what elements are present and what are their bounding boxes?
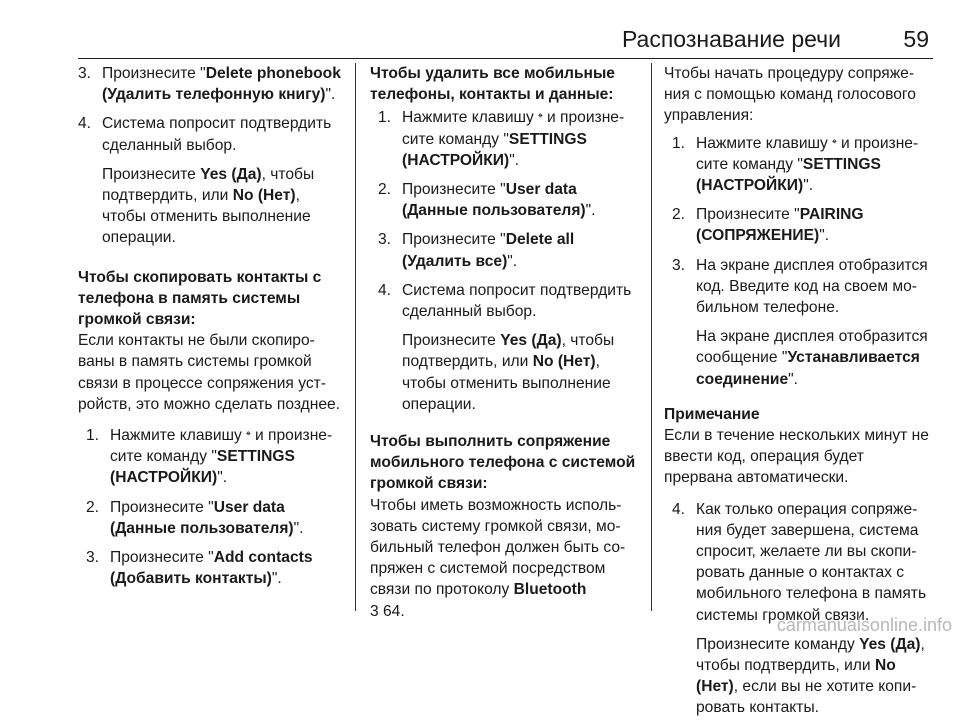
page-reference[interactable]: 3 64. [370,602,405,620]
list-item: 3. Произнесите "Delete phonebook (Удалить телефонную книгу)". [78,65,341,104]
list-item: 3. Произнесите "Delete all (Удалить все)". [378,231,575,270]
voice-command-icon: 𝄌 [538,110,543,126]
list-item: 1. Нажмите клавишу 𝄌 и произнесите команду "SETTINGS (НАСТРОЙКИ)". [672,134,919,195]
list-item: 2. Произнесите "User data (Данные пользователя)". [378,181,596,220]
list-item: 2. Произнесите "PAIRING (СОПРЯЖЕНИЕ)". [672,206,864,245]
paragraph: Чтобы начать процедуру сопряжения с помощью команд голосового управления: [664,65,916,125]
column-divider [355,63,356,611]
section-heading: Чтобы удалить все мобильные телефоны, контакты и данные: [370,65,615,104]
list-item: 4. Система попросит подтвердить сделанный выбор. Произнесите Yes (Да), чтобы подтвердить, или No (Нет), чтобы отменить выполнение операции. [78,113,344,248]
list-subtext: На экране дисплея отобразится сообщение "Устанавливается соединение". [696,328,928,388]
paragraph: Если контакты не были скопированы в память системы громкой связи в процессе сопряжения устройств, это можно сделать позднее. [78,332,341,413]
column-2 [370,63,638,632]
list-item: 3. Произнесите "Add contacts (Добавить контакты)". [86,549,313,588]
section-heading: Чтобы скопировать контакты с телефона в память системы громкой связи: [78,268,322,329]
list-subtext: Произнесите Yes (Да), чтобы подтвердить, или No (Нет), чтобы отменить выполнение операции. [102,165,315,247]
page-header [78,26,933,59]
voice-command-icon: 𝄌 [246,428,251,444]
column-1 [78,63,344,597]
section-heading: Чтобы выполнить сопряжение мобильного телефона с системой громкой связи: [370,433,636,493]
list-item: 1. Нажмите клавишу 𝄌 и произнесите команду "SETTINGS (НАСТРОЙКИ)". [378,109,625,169]
page-title: Распознавание речи [621,26,841,52]
list-subtext: Произнесите команду Yes (Да), чтобы подтвердить, или No (Нет), если вы не хотите копировать контакты. [696,635,925,717]
voice-command-icon: 𝄌 [832,135,837,151]
list-item: 2. Произнесите "User data (Данные пользователя)". [86,498,304,537]
list-subtext: Произнесите Yes (Да), чтобы подтвердить, или No (Нет), чтобы отменить выполнение операции. [402,332,615,413]
column-divider [651,63,652,611]
list-item: 4. Как только операция сопряжения будет завершена, система спросит, желаете ли вы скопировать данные о контактах с мобильного телефона в память системы громкой связи. Произнесите команду Yes (Да), чтобы подтвердить, или No (Нет), если вы не хотите копировать контакты. [672,499,932,719]
note-text: Если в течение нескольких минут не ввести код, операция будет прервана автоматически. [664,427,929,487]
list-item: 1. Нажмите клавишу 𝄌 и произнесите команду "SETTINGS (НАСТРОЙКИ)". [86,427,333,487]
list-item: 4. Система попросит подтвердить сделанный выбор. Произнесите Yes (Да), чтобы подтвердить, или No (Нет), чтобы отменить выполнение операции. [378,280,638,415]
page-number: 59 [903,26,929,52]
list-item: 3. На экране дисплея отобразится код. Введите код на своем мобильном телефоне. На экране дисплея отобразится сообщение "Устанавливается соединение". [672,255,932,390]
paragraph: Чтобы иметь возможность использовать систему громкой связи, мобильный телефон должен быть сопряжен с системой посредством связи по протоколу Bluetooth 3 64. [370,496,626,620]
watermark: carmanualsonline.info [776,615,952,635]
note-heading: Примечание [664,405,760,423]
